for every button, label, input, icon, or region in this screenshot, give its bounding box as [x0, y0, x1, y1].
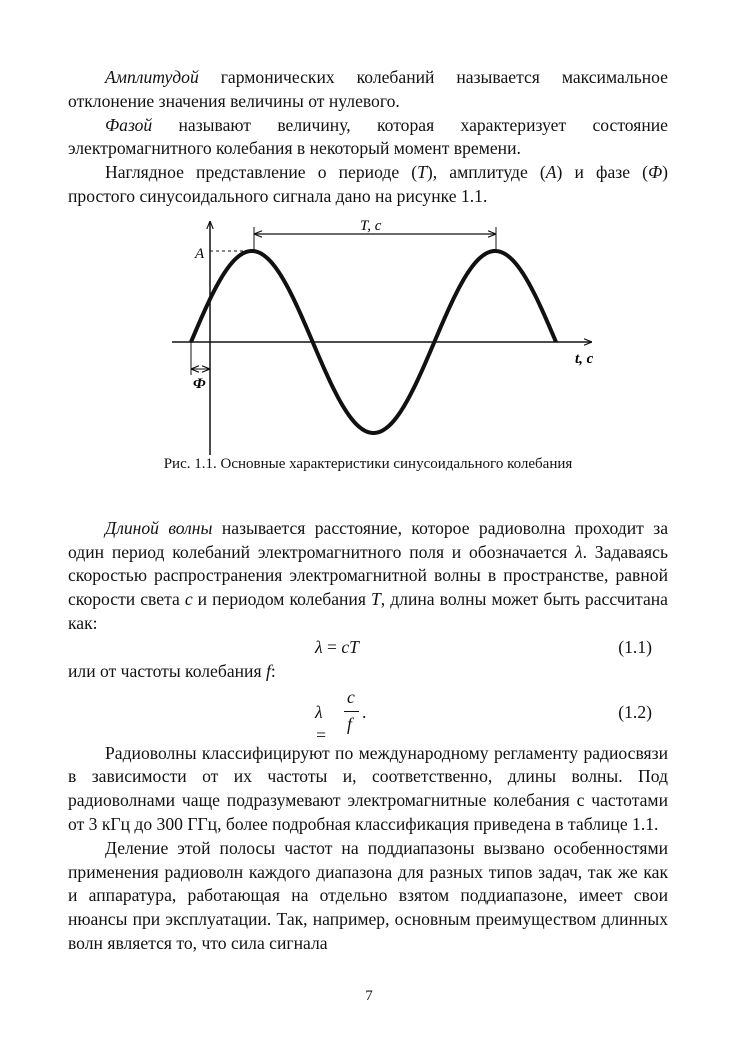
eq-lhs: λ [315, 636, 323, 657]
text-run: . Задаваясь скоростью распространения электромагнитной волны в пространстве, равной скорости света [68, 541, 668, 610]
paragraph-text: гармонических колебаний называется максимальное отклонение значения величины от нулевого. [68, 67, 668, 111]
equation-1-2 [68, 684, 668, 746]
term-phase: Фазой [105, 114, 153, 135]
text-run: , длина волны может быть рассчитана как: [68, 589, 668, 633]
text-run: Наглядное представление о периоде ( [105, 162, 418, 183]
symbol-T: T [417, 162, 427, 183]
symbol-f: f [265, 660, 271, 681]
symbol-A: A [545, 162, 557, 183]
period-label: T, c [360, 217, 382, 234]
equation-number: (1.2) [618, 701, 652, 722]
eq-sign: = [322, 636, 342, 657]
amplitude-label: A [195, 245, 205, 262]
paragraph-frequency [68, 660, 668, 684]
equation-number: (1.1) [618, 636, 652, 657]
page-body [68, 66, 668, 956]
time-axis-label: t, c [575, 350, 594, 367]
symbol-phi: Ф [648, 162, 663, 183]
figure-sine-wave [68, 217, 668, 517]
text-run: ), амплитуде ( [426, 162, 546, 183]
term-amplitude: Амплитудой [105, 67, 199, 87]
page-number: 7 [365, 988, 373, 1004]
eq-period: . [362, 701, 367, 722]
text-run: ) простого синусоидального сигнала дано на рисунке 1.1. [68, 162, 669, 206]
text-run: называется расстояние, которое радиоволна проходит за один период колебаний электромагнитного поля и обозначается [68, 517, 669, 562]
term-wavelength: Длиной волны [105, 517, 213, 538]
paragraph-subbands: Деление этой полосы частот на поддиапазоны вызвано особенностями применения радиоволн каждого диапазона для разных типов задач, так же как и аппаратура, работающая на отдельно взятом поддиапазоне, имеет свои нюансы при эксплуатации. Так, например, основным преимуществом длинных волн является то, что сила сигнала [68, 837, 668, 953]
figure-caption: Рис. 1.1. Основные характеристики синусоидального колебания [163, 455, 573, 472]
text-run: : [270, 660, 276, 681]
text-run: или от частоты колебания [68, 660, 266, 681]
fraction-bar [344, 711, 359, 712]
paragraph-amplitude [68, 66, 668, 114]
eq-lhs: λ = [315, 701, 327, 746]
equation-1-1 [68, 636, 668, 660]
equation-expression [315, 636, 359, 660]
fraction-numerator: c [347, 686, 355, 707]
paragraph-classification: Радиоволны классифицируют по международному регламенту радиосвязи в зависимости от их частоты и, соответственно, длины волны. Под радиоволнами чаще подразумевают электромагнитные колебания с частотами от 3 кГц до 300 ГГц, более подробная классификация приведена в таблице 1.1. [68, 742, 668, 834]
paragraph-phase [68, 114, 668, 162]
text-run: и периодом колебания [192, 589, 371, 610]
symbol-c: c [184, 589, 193, 610]
paragraph-wavelength [68, 517, 668, 636]
paragraph-figure-intro [68, 161, 668, 209]
paragraph-text: называют величину, которая характеризует состояние электромагнитного колебания в некоторый момент времени. [68, 114, 668, 159]
fraction-denominator: f [347, 713, 352, 734]
eq-rhs: cT [341, 636, 359, 657]
phase-label: Ф [193, 375, 206, 392]
symbol-T: T [370, 589, 381, 610]
symbol-lambda: λ [575, 541, 583, 562]
text-run: ) и фазе ( [556, 162, 648, 183]
